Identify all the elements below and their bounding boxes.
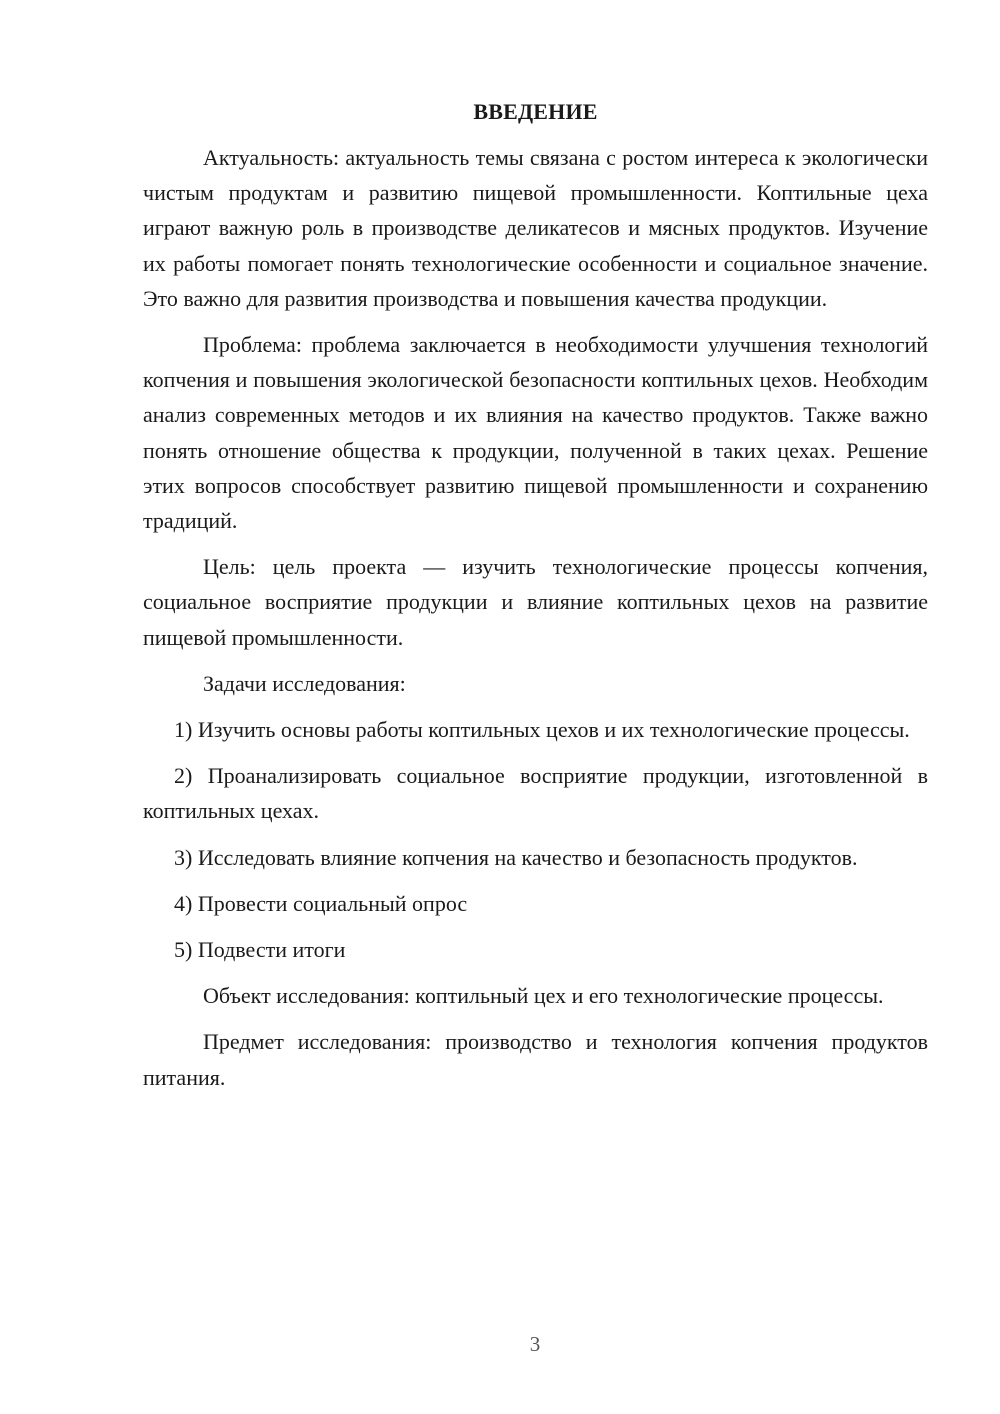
list-item-task-3: 3) Исследовать влияние копчения на качество и безопасность продуктов. <box>174 844 858 870</box>
list-item-task-2: 2) Проанализировать социальное восприятие продукции, изготовленной в коптильных цехах. <box>143 763 928 824</box>
paragraph-relevance: Актуальность: актуальность темы связана с ростом интереса к экологически чистым продуктам и развитию пищевой промышленности. Коптильные цеха играют важную роль в производстве деликатесов и мясных продуктов. Изучение их работы помогает понять технологические особенности и социальное значение. Это важно для развития производства и повышения качества продукции. <box>143 145 928 311</box>
paragraph-problem: Проблема: проблема заключается в необходимости улучшения технологий копчения и повышения экологической безопасности коптильных цехов. Необходим анализ современных методов и их влияния на качество продуктов. Также важно понять отношение общества к продукции, полученной в таких цехах. Решение этих вопросов способствует развитию пищевой промышленности и сохранению традиций. <box>143 332 928 534</box>
paragraph-object: Объект исследования: коптильный цех и его технологические процессы. <box>203 983 884 1009</box>
list-item-task-5: 5) Подвести итоги <box>174 937 346 963</box>
page-number: 3 <box>529 1332 541 1356</box>
list-item-task-4: 4) Провести социальный опрос <box>174 890 468 916</box>
paragraph-subject: Предмет исследования: производство и технология копчения продуктов питания. <box>143 1029 928 1090</box>
document-page <box>143 94 928 1106</box>
paragraph-goal: Цель: цель проекта — изучить технологические процессы копчения, социальное восприятие продукции и влияние коптильных цехов на развитие пищевой промышленности. <box>143 554 928 650</box>
page-title: ВВЕДЕНИЕ <box>473 99 598 124</box>
list-item-task-1: 1) Изучить основы работы коптильных цехов и их технологические процессы. <box>174 717 910 743</box>
paragraph-tasks-heading: Задачи исследования: <box>203 670 406 696</box>
